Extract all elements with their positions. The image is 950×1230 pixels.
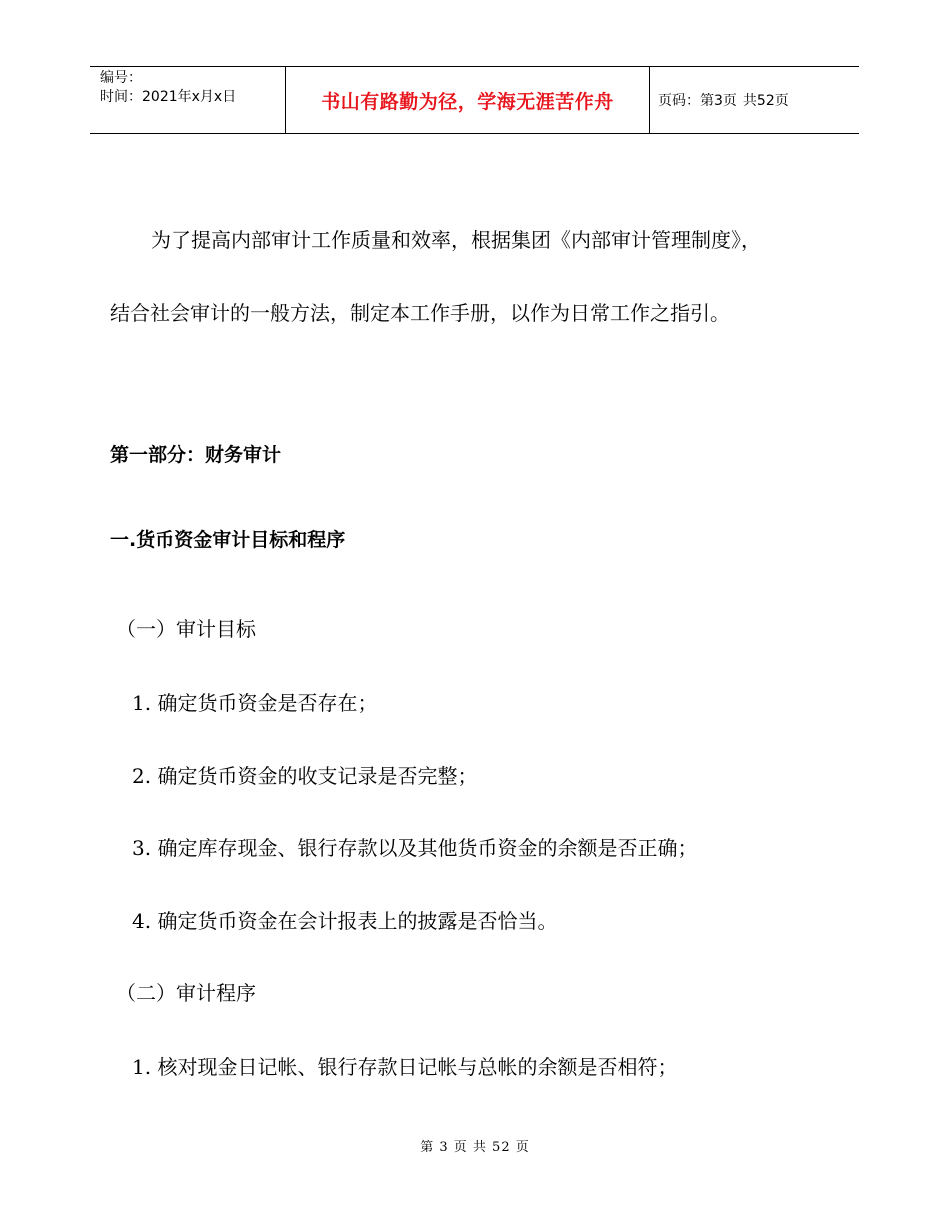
objective-item: 2. 确定货币资金的收支记录是否完整； [132, 764, 478, 788]
document-number: 编号： [100, 70, 142, 86]
page-total: 共52页 [742, 93, 789, 109]
header-motto-cell [286, 67, 650, 133]
objective-item: 3. 确定库存现金、银行存款以及其他货币资金的余额是否正确； [132, 836, 698, 860]
intro-paragraph-line-2: 结合社会审计的一般方法，制定本工作手册，以作为日常工作之指引。 [110, 301, 730, 325]
intro-paragraph-line-1: 为了提高内部审计工作质量和效率，根据集团《内部审计管理制度》， [151, 228, 761, 252]
motto-text: 书山有路勤为径，学海无涯苦作舟 [321, 90, 614, 113]
procedure-item: 1. 核对现金日记帐、银行存款日记帐与总帐的余额是否相符； [132, 1055, 678, 1079]
document-date: 时间：2021年x月x日 [100, 89, 237, 105]
header-page-cell [650, 67, 859, 133]
page-number: 页码：第3页 [658, 93, 737, 109]
header-meta-cell [90, 67, 286, 133]
objective-item: 4. 确定货币资金在会计报表上的披露是否恰当。 [132, 909, 558, 933]
document-header [90, 66, 859, 134]
procedures-title: （二）审计程序 [116, 981, 256, 1005]
objectives-title: （一）审计目标 [116, 617, 256, 641]
page-footer: 第 3 页 共 52 页 [420, 1140, 530, 1155]
objective-item: 1. 确定货币资金是否存在； [132, 691, 378, 715]
part-heading: 第一部分：财务审计 [110, 444, 282, 466]
section-heading: 一.货币资金审计目标和程序 [110, 529, 346, 551]
